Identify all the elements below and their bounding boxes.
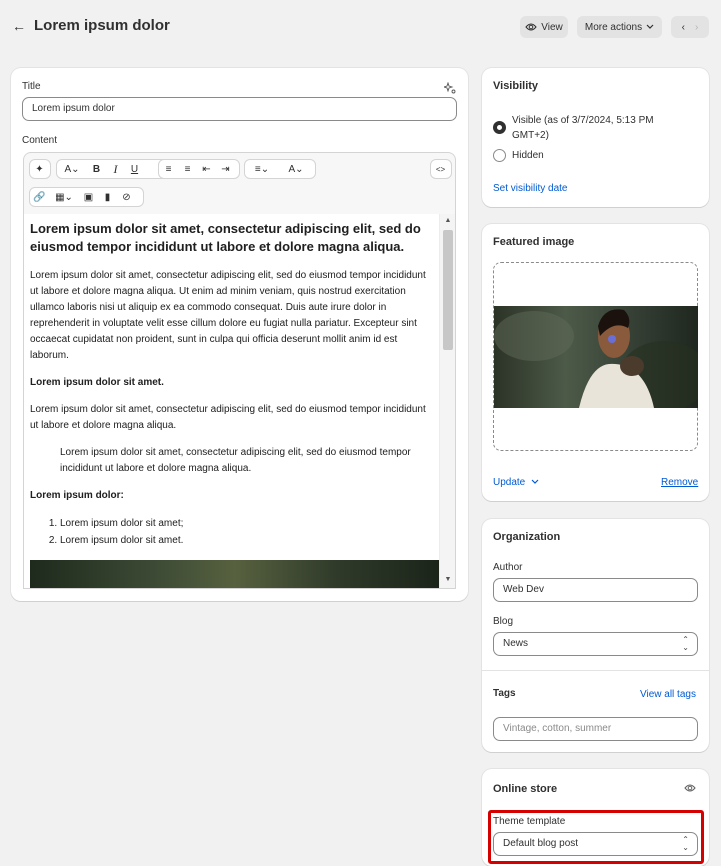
scroll-thumb[interactable] <box>443 230 453 350</box>
content-bold-text: Lorem ipsum dolor: <box>30 490 124 501</box>
view-all-tags-link[interactable]: View all tags <box>640 689 696 700</box>
ai-group <box>29 159 51 179</box>
visibility-title: Visibility <box>493 80 539 92</box>
list-item: 1. Lorem ipsum dolor sit amet; <box>60 515 428 532</box>
magic-sparkle-icon[interactable] <box>444 82 456 94</box>
chevron-right-icon[interactable]: › <box>695 21 699 33</box>
align-group <box>244 159 316 179</box>
link-icon[interactable]: 🔗 <box>33 191 46 203</box>
chevron-left-icon[interactable]: ‹ <box>681 21 685 33</box>
theme-template-label: Theme template <box>493 816 566 827</box>
html-group <box>430 159 452 179</box>
update-image-link[interactable] <box>493 477 539 488</box>
insert-group <box>29 187 144 207</box>
content-paragraph: Lorem ipsum dolor sit amet, consectetur adipiscing elit, sed do eiusmod tempor incididunt ut labore et dolore magna aliqua. <box>30 404 426 431</box>
title-label: Title <box>22 81 41 92</box>
bold-icon[interactable]: B <box>92 163 101 175</box>
content-blockquote: Lorem ipsum dolor sit amet, consectetur adipiscing elit, sed do eiusmod tempor incididunt ut labore et dolore magna aliqua. <box>60 447 411 474</box>
editor-scrollbar[interactable] <box>439 214 455 589</box>
video-icon[interactable]: ▮ <box>104 191 111 203</box>
view-button[interactable] <box>520 16 568 38</box>
more-actions-button[interactable] <box>577 16 662 38</box>
visible-radio[interactable] <box>493 121 506 134</box>
blog-label: Blog <box>493 616 514 627</box>
view-button-label: View <box>541 21 563 33</box>
underline-icon[interactable]: U <box>130 163 139 175</box>
arrow-left-icon[interactable]: ← <box>12 18 26 34</box>
select-chevron-icon: ⌃ ⌄ <box>682 635 689 652</box>
chevron-down-icon <box>646 24 654 30</box>
code-view-icon[interactable]: <> <box>435 164 446 174</box>
content-image <box>30 560 440 589</box>
indent-icon[interactable]: ⇥ <box>221 163 230 175</box>
text-color-icon[interactable]: A⌄ <box>288 163 304 175</box>
table-icon[interactable]: ▦⌄ <box>55 191 73 203</box>
update-link-label: Update <box>493 477 526 488</box>
featured-photo[interactable] <box>494 306 698 408</box>
chevron-down-icon <box>531 479 539 485</box>
eye-icon[interactable] <box>684 783 696 793</box>
clear-format-icon[interactable]: ⊘ <box>122 191 131 203</box>
editor-toolbar <box>23 152 456 214</box>
pagination-buttons <box>671 16 709 38</box>
numbered-list-icon[interactable]: ≡ <box>184 163 191 175</box>
organization-title: Organization <box>493 531 561 543</box>
more-actions-label: More actions <box>584 21 643 33</box>
divider <box>482 670 709 671</box>
content-label: Content <box>22 135 58 146</box>
content-bold-text: Lorem ipsum dolor sit amet. <box>30 377 164 388</box>
italic-icon[interactable]: I <box>113 161 118 176</box>
eye-icon <box>525 22 537 32</box>
magic-icon[interactable]: ✦ <box>35 163 44 175</box>
rich-text-editor[interactable] <box>23 214 456 589</box>
tags-input[interactable]: Vintage, cotton, summer <box>493 717 698 741</box>
theme-template-value: Default blog post <box>503 838 579 849</box>
content-paragraph: Lorem ipsum dolor sit amet, consectetur adipiscing elit, sed do eiusmod tempor incididunt ut labore et dolore magna aliqua. Ut enim ad minim veniam, quis nostrud exercitation ullamco laboris nisi ut aliquip ex ea commodo consequat. Duis aute irure dolor in reprehenderit in voluptate velit esse cillum dolore eu fugiat nulla pariatur. Excepteur sint occaecat cupidatat non proident, sunt in culpa qui officia deserunt mollit anim id est laborum. <box>30 270 426 361</box>
visible-radio-label[interactable]: Visible (as of 3/7/2024, 5:13 PM GMT+2) <box>512 115 654 141</box>
hidden-radio[interactable] <box>493 149 506 162</box>
scroll-up-icon[interactable]: ▲ <box>444 217 452 224</box>
outdent-icon[interactable]: ⇤ <box>202 163 211 175</box>
online-store-title: Online store <box>493 783 558 795</box>
content-ordered-list <box>60 515 428 549</box>
author-input[interactable]: Web Dev <box>493 578 698 602</box>
image-icon[interactable]: ▣ <box>83 191 94 203</box>
editor-content[interactable] <box>30 220 428 561</box>
highlight-box <box>488 810 704 864</box>
author-label: Author <box>493 562 523 573</box>
photo-subject <box>494 306 698 408</box>
top-bar <box>0 0 721 54</box>
blog-select-value: News <box>503 638 529 649</box>
align-icon[interactable]: ≡⌄ <box>254 163 270 175</box>
remove-image-link[interactable]: Remove <box>661 477 699 488</box>
content-heading: Lorem ipsum dolor sit amet, consectetur adipiscing elit, sed do eiusmod tempor incididunt ut labore et dolore magna aliqua. <box>30 221 421 254</box>
hidden-radio-label[interactable]: Hidden <box>512 150 544 161</box>
featured-image-title: Featured image <box>493 236 575 248</box>
title-input[interactable]: Lorem ipsum dolor <box>22 97 457 121</box>
list-group <box>158 159 240 179</box>
bullet-list-icon[interactable]: ≡ <box>165 163 172 175</box>
page-title: Lorem ipsum dolor <box>34 17 170 34</box>
tags-title: Tags <box>493 688 516 699</box>
font-size-icon[interactable]: A⌄ <box>64 163 80 175</box>
select-chevron-icon: ⌃ ⌄ <box>682 835 689 852</box>
set-visibility-date-link[interactable]: Set visibility date <box>493 183 568 194</box>
list-item: 2. Lorem ipsum dolor sit amet. <box>60 532 428 549</box>
blog-select[interactable] <box>493 632 698 656</box>
scroll-down-icon[interactable]: ▼ <box>444 576 452 583</box>
